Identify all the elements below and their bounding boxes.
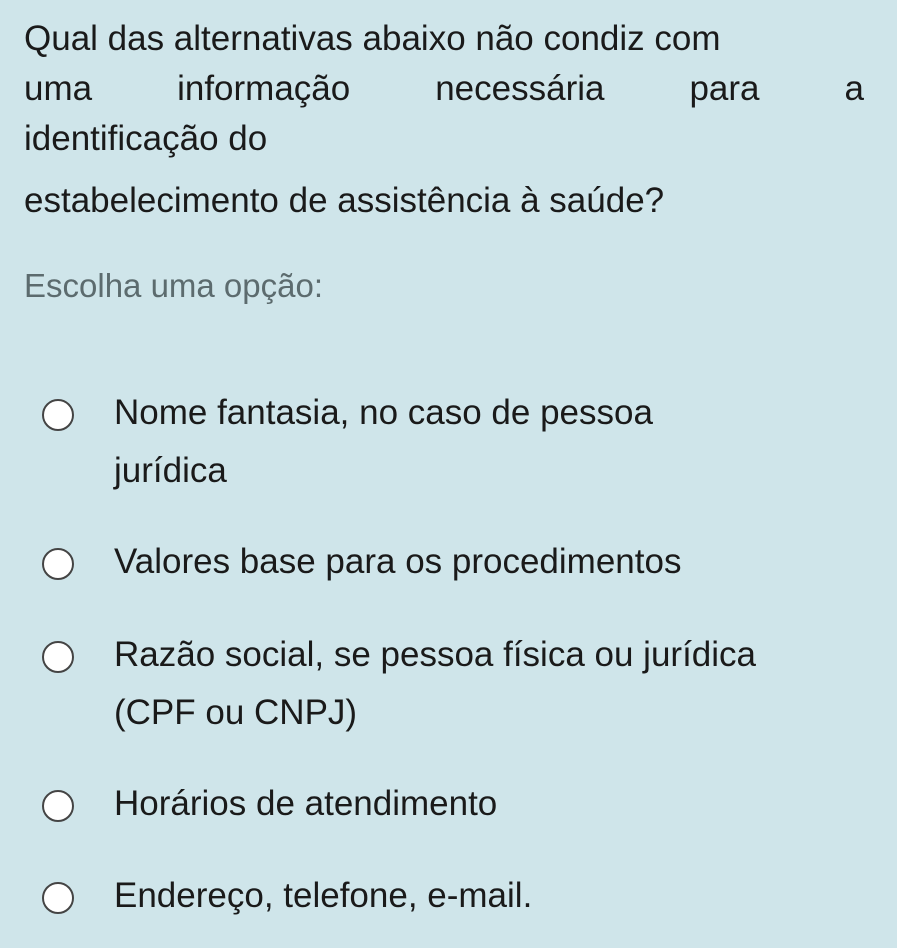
question-text [24,14,864,226]
option-label-line-1: Valores base para os procedimentos [114,542,682,581]
question-word: necessária [435,69,605,108]
question-line-2 [24,64,864,114]
option-label [114,626,874,742]
option-label-line-1: Endereço, telefone, e-mail. [114,876,533,915]
question-line-1: Qual das alternativas abaixo não condiz com [24,19,721,58]
question-line-3: identificação do [24,119,268,158]
question-word: a [844,69,864,108]
option-label [114,384,874,500]
radio-button-unchecked[interactable] [42,548,74,580]
option-label-line-2: (CPF ou CNPJ) [114,693,358,732]
choose-option-prompt: Escolha uma opção: [24,267,324,304]
radio-button-unchecked[interactable] [42,399,74,431]
question-word: uma [24,69,93,108]
option-label-line-1: Nome fantasia, no caso de pessoa [114,393,653,432]
question-line-4: estabelecimento de assistência à saúde? [24,181,665,220]
question-word: para [689,69,760,108]
option-label [114,867,874,925]
option-label-line-1: Razão social, se pessoa física ou jurídica [114,635,756,674]
radio-button-unchecked[interactable] [42,790,74,822]
radio-button-unchecked[interactable] [42,641,74,673]
option-label-line-2: jurídica [114,451,227,490]
option-label [114,775,874,833]
question-word: informação [177,69,351,108]
option-label-line-1: Horários de atendimento [114,784,498,823]
radio-button-unchecked[interactable] [42,882,74,914]
option-label [114,533,874,591]
